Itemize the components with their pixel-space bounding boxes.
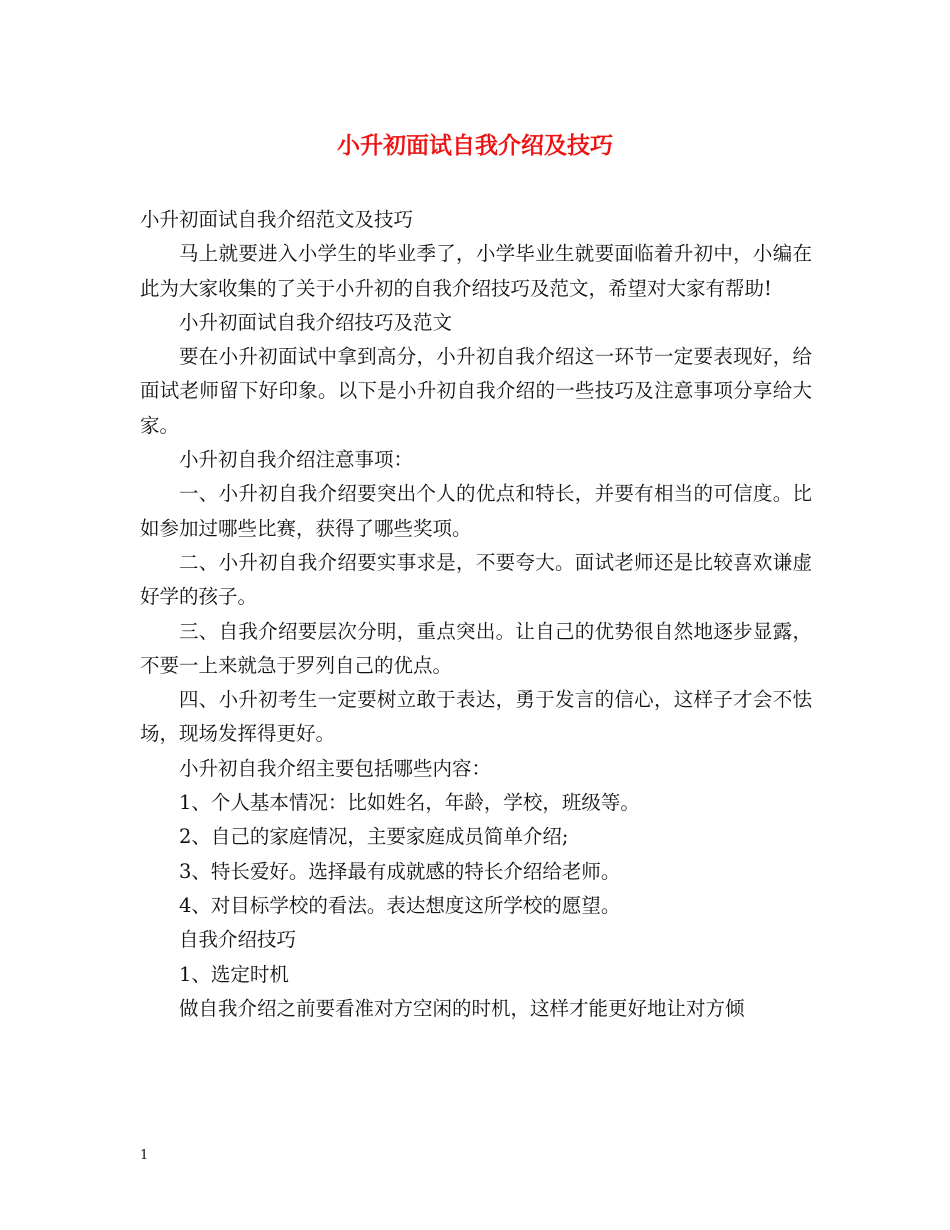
document-title: 小升初面试自我介绍及技巧 [337,132,613,159]
paragraph-skill-1-body: 做自我介绍之前要看准对方空闲的时机，这样才能更好地让对方倾 [179,996,745,1020]
document-body [140,203,812,1026]
paragraph-heading-tips: 小升初面试自我介绍技巧及范文 [179,310,453,334]
paragraph-content-heading: 小升初自我介绍主要包括哪些内容： [179,756,492,780]
paragraph-note-4: 四、小升初考生一定要树立敢于表达，勇于发言的信心，这样子才会不怯场，现场发挥得更好。 [140,688,812,746]
paragraph-skills-heading: 自我介绍技巧 [179,928,297,952]
page-number: 1 [140,1148,149,1163]
paragraph-content-4: 4、对目标学校的看法。表达想度这所学校的愿望。 [179,893,621,917]
paragraph-content-2: 2、自己的家庭情况，主要家庭成员简单介绍; [179,825,569,849]
paragraph-content-1: 1、个人基本情况：比如姓名，年龄，学校，班级等。 [179,791,640,815]
paragraph-notes-heading: 小升初自我介绍注意事项： [179,448,414,472]
paragraph-subtitle: 小升初面试自我介绍范文及技巧 [140,208,414,231]
paragraph-note-1: 一、小升初自我介绍要突出个人的优点和特长，并要有相当的可信度。比如参加过哪些比赛，获得了哪些奖项。 [140,482,812,540]
paragraph-note-2: 二、小升初自我介绍要实事求是，不要夸大。面试老师还是比较喜欢谦虚好学的孩子。 [140,550,812,609]
paragraph-content-3: 3、特长爱好。选择最有成就感的特长介绍给老师。 [179,859,621,883]
paragraph-intro: 马上就要进入小学生的毕业季了，小学毕业生就要面临着升初中，小编在此为大家收集的了关于小升初的自我介绍技巧及范文，希望对大家有帮助! [140,242,812,300]
paragraph-note-3: 三、自我介绍要层次分明，重点突出。让自己的优势很自然地逐步显露，不要一上来就急于罗列自己的优点。 [140,619,812,677]
paragraph-skill-1: 1、选定时机 [179,962,289,986]
paragraph-tips-intro: 要在小升初面试中拿到高分，小升初自我介绍这一环节一定要表现好，给面试老师留下好印象。以下是小升初自我介绍的一些技巧及注意事项分享给大家。 [140,345,812,437]
